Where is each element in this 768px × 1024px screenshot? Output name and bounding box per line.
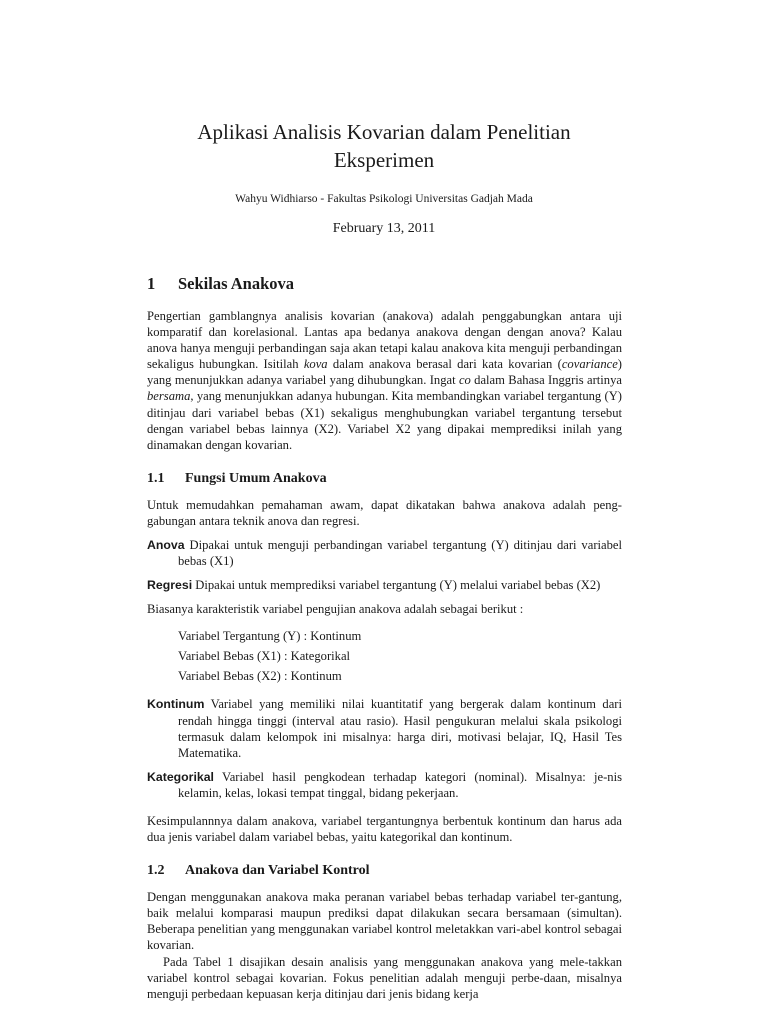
term-regresi: Regresi (147, 578, 193, 593)
subsection-1-1-intro: Untuk memudahkan pemahaman awam, dapat dikatakan bahwa anakova adalah peng-gabungan antara teknik anova dan regresi. (147, 497, 622, 528)
subsection-1-2-paragraph-2: Pada Tabel 1 disajikan desain analisis yang menggunakan anakova yang mele-takkan variabel kontrol sebagai kovarian. Fokus penelitian adalah menguji perbe-daan, misalnya menguji perbedaan kepuasan kerja ditinjau dari jenis bidang kerja (147, 954, 622, 1001)
description-anova: Anova Dipakai untuk menguji perbandingan variabel tergantung (Y) ditinjau dari variabel bebas (X1) (147, 538, 622, 569)
section-title: Sekilas Anakova (178, 274, 294, 293)
subsection-heading-1-1 (147, 470, 622, 488)
characteristics-list (178, 626, 622, 686)
term-anova: Anova (147, 538, 185, 553)
term-kontinum: Kontinum (147, 697, 205, 712)
subsection-number: 1.1 (147, 470, 165, 486)
author-line: Wahyu Widhiarso - Fakultas Psikologi Universitas Gadjah Mada (235, 193, 533, 205)
section-heading-1 (147, 273, 622, 295)
list-item: Variabel Bebas (X2) : Kontinum (178, 669, 342, 684)
term-kategorikal: Kategorikal (147, 769, 214, 784)
list-item: Variabel Bebas (X1) : Kategorikal (178, 649, 351, 664)
paper-date: February 13, 2011 (332, 221, 436, 236)
paper-title (100, 118, 668, 174)
description-kontinum: Kontinum Variabel yang memiliki nilai kuantitatif yang bergerak dalam kontinum dari rendah hingga tinggi (interval atau rasio). Hasil pengukuran melalui skala psikologi termasuk dalam kelompok ini misalnya: harga diri, motivasi belajar, IQ, Hasil Tes Matematika. (147, 697, 622, 760)
subsection-1-2-paragraph-1: Dengan menggunakan anakova maka peranan variabel bebas terhadap variabel ter-gantung, baik melalui komparasi maupun prediksi dapat dilakukan secara bersamaan (simultan). Beberapa penelitian yang menggunakan variabel kontrol meletakkan vari-abel kontrol sebagai kovarian. (147, 890, 622, 953)
title-line-1: Aplikasi Analisis Kovarian dalam Penelitian (197, 120, 571, 144)
list-item: Variabel Tergantung (Y) : Kontinum (178, 629, 362, 644)
characteristics-intro: Biasanya karakteristik variabel pengujian anakova adalah sebagai berikut : (147, 602, 524, 617)
description-regresi: Regresi Dipakai untuk memprediksi variabel tergantung (Y) melalui variabel bebas (X2) (147, 578, 601, 593)
description-kategorikal: Kategorikal Variabel hasil pengkodean terhadap kategori (nominal). Misalnya: je-nis kelamin, kelas, lokasi tempat tinggal, bidang pekerjaan. (147, 769, 623, 800)
subsection-number: 1.2 (147, 863, 165, 879)
section-number: 1 (147, 274, 156, 293)
paper-body (147, 273, 622, 1002)
subsection-title: Fungsi Umum Anakova (185, 470, 327, 486)
subsection-heading-1-2 (147, 862, 622, 880)
section-1-paragraph: Pengertian gamblangnya analisis kovarian (anakova) adalah penggabungkan antara uji komparatif dan korelasional. Lantas apa bedanya anakova dengan dengan anova? Kalau anova hanya menguji perbandingan saja akan tetapi kalau anakova kita menguji perbandingan sekaligus hubungkan. Isitilah kova dalam anakova berasal dari kata kovarian (covariance) yang menunjukkan adanya variabel yang dihubungkan. Ingat co dalam Bahasa Inggris artinya bersama, yang menunjukkan adanya hubungan. Kita membandingkan variabel tergantung (Y) ditinjau dari variabel bebas (X1) sekaligus menghubungkan variabel tergantung tersebut dengan variabel bebas lainnya (X2). Variabel X2 yang dipakai memprediksi inilah yang dinamakan dengan kovarian. (147, 309, 622, 452)
subsection-title: Anakova dan Variabel Kontrol (185, 863, 370, 879)
title-line-2: Eksperimen (333, 148, 435, 172)
conclusion-paragraph: Kesimpulannnya dalam anakova, variabel tergantungnya berbentuk kontinum dan harus ada dua jenis variabel dalam variabel bebas, yaitu kategorikal dan kontinum. (147, 813, 622, 845)
